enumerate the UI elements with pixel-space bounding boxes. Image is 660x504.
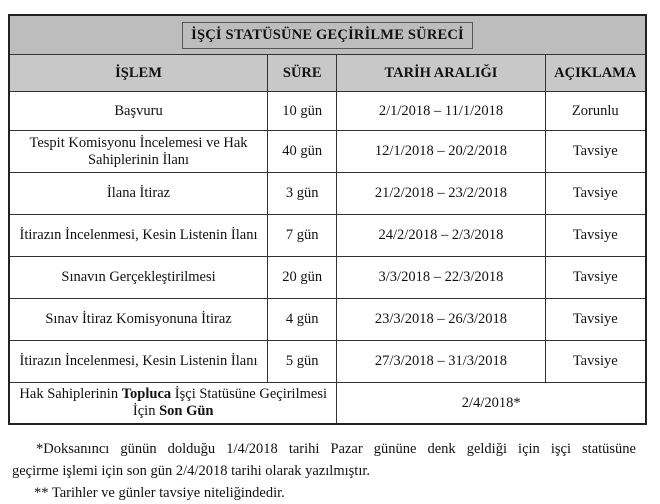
cell-aciklama: Zorunlu [545,92,646,131]
cell-aciklama: Tavsiye [545,173,646,215]
cell-sure: 3 gün [268,173,337,215]
table-header-row [9,55,646,92]
cell-aciklama: Tavsiye [545,341,646,383]
cell-tarih: 21/2/2018 – 23/2/2018 [337,173,545,215]
footnotes [12,438,636,504]
table-row [9,173,646,215]
footnote-1-line-1: *Doksanıncı günün dolduğu 1/4/2018 tarihi Pazar gününe denk geldiği için işçi statüsüne [36,441,636,457]
process-table [8,14,647,425]
footnote-2: ** Tarihler ve günler tavsiye niteliğindedir. [34,485,285,501]
table-title-text: İŞÇİ STATÜSÜNE GEÇİRİLME SÜRECİ [182,22,473,49]
cell-aciklama: Tavsiye [545,215,646,257]
table-row [9,215,646,257]
cell-sure: 5 gün [268,341,337,383]
cell-tarih: 23/3/2018 – 26/3/2018 [337,299,545,341]
cell-tarih: 12/1/2018 – 20/2/2018 [337,131,545,173]
deadline-label [9,383,337,425]
table-title-row [9,15,646,55]
table-row [9,92,646,131]
cell-islem: Başvuru [9,92,268,131]
deadline-text-1: Hak Sahiplerinin [19,386,122,402]
cell-islem: İlana İtiraz [9,173,268,215]
cell-islem: Sınav İtiraz Komisyonuna İtiraz [9,299,268,341]
deadline-date: 2/4/2018* [337,383,646,425]
deadline-bold-topluca: Topluca [121,386,172,402]
cell-sure: 10 gün [268,92,337,131]
header-islem: İŞLEM [9,55,268,92]
cell-tarih: 27/3/2018 – 31/3/2018 [337,341,545,383]
deadline-row [9,383,646,425]
cell-islem: İtirazın İncelenmesi, Kesin Listenin İlanı [9,215,268,257]
footnote-1-line-2: geçirme işlemi için son gün 2/4/2018 tarihi olarak yazılmıştır. [12,463,370,479]
cell-aciklama: Tavsiye [545,131,646,173]
cell-tarih: 2/1/2018 – 11/1/2018 [337,92,545,131]
cell-aciklama: Tavsiye [545,257,646,299]
cell-sure: 7 gün [268,215,337,257]
header-aciklama: AÇIKLAMA [545,55,646,92]
table-row [9,257,646,299]
cell-islem: Sınavın Gerçekleştirilmesi [9,257,268,299]
table-row [9,131,646,173]
cell-islem: İtirazın İncelenmesi, Kesin Listenin İlanı [9,341,268,383]
cell-sure: 20 gün [268,257,337,299]
cell-sure: 40 gün [268,131,337,173]
deadline-text-2: İşçi Statüsüne Geçirilmesi İçin [132,386,327,419]
table-title [9,15,646,55]
cell-sure: 4 gün [268,299,337,341]
cell-islem: Tespit Komisyonu İncelemesi ve Hak Sahiplerinin İlanı [9,131,268,173]
cell-tarih: 3/3/2018 – 22/3/2018 [337,257,545,299]
table-row [9,341,646,383]
header-tarih-araligi: TARİH ARALIĞI [337,55,545,92]
cell-tarih: 24/2/2018 – 2/3/2018 [337,215,545,257]
cell-aciklama: Tavsiye [545,299,646,341]
header-sure: SÜRE [268,55,337,92]
deadline-bold-son-gun: Son Gün [159,403,214,419]
table-row [9,299,646,341]
